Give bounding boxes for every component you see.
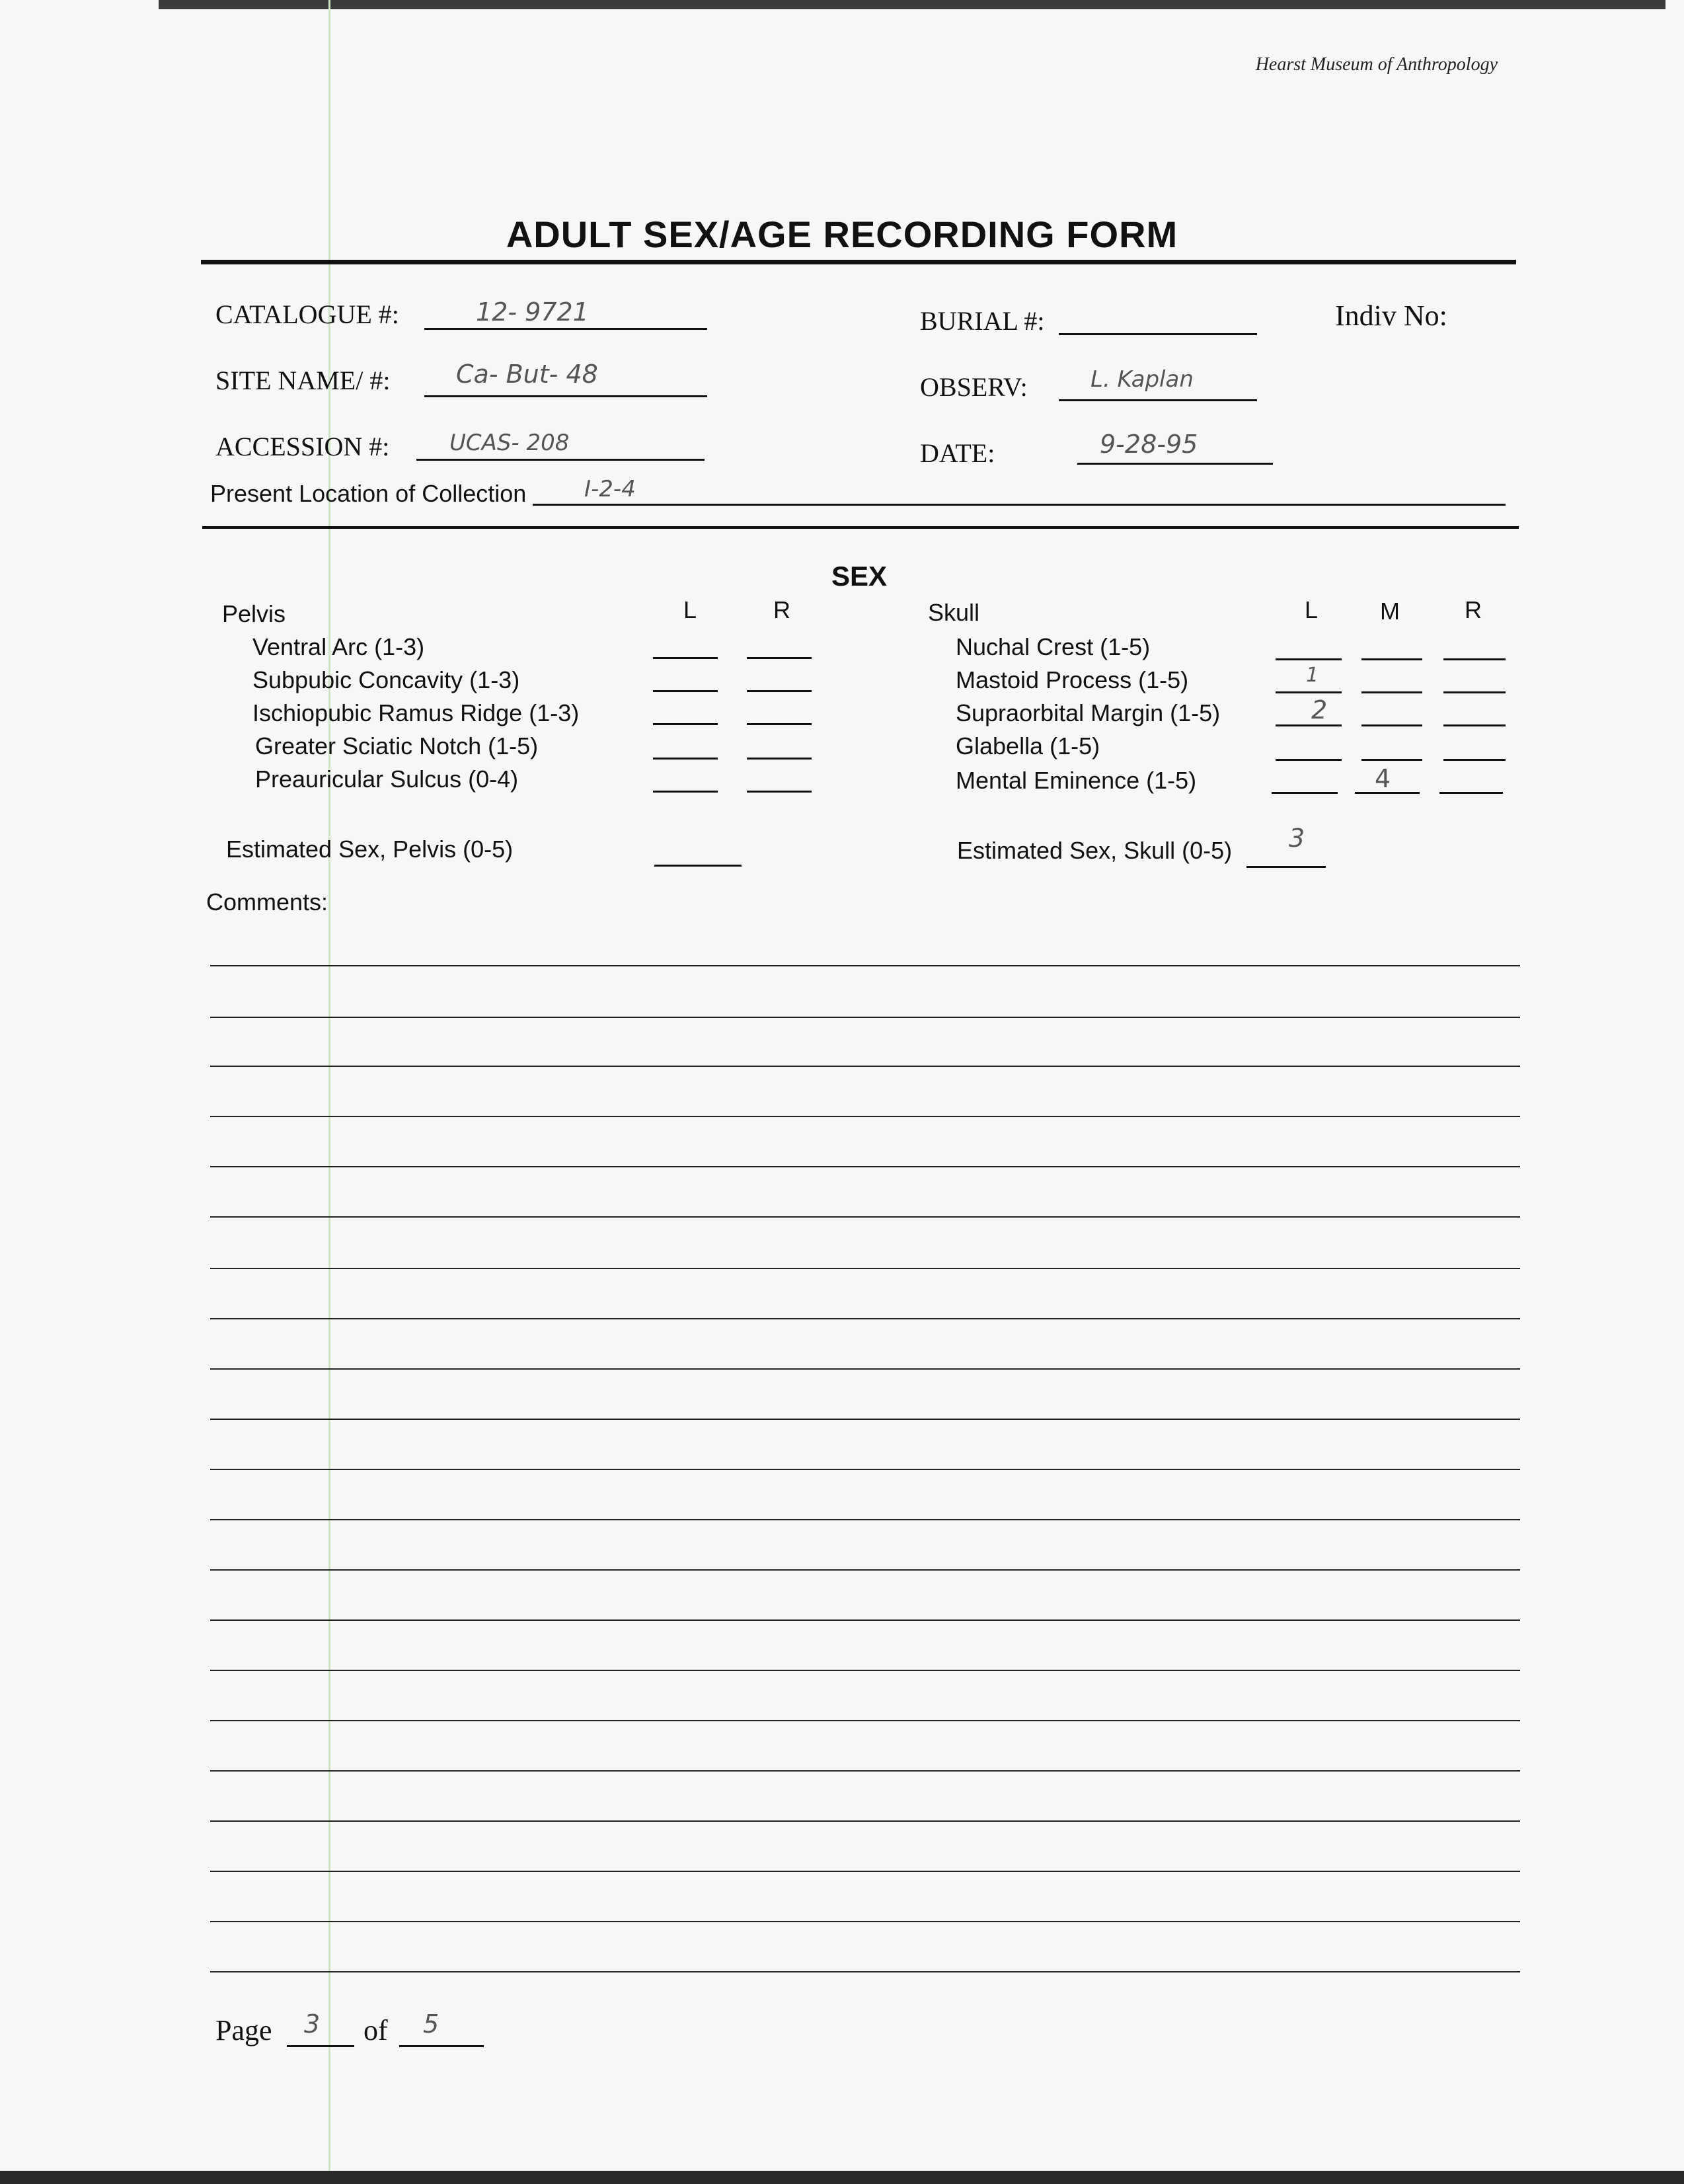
skull-mental-l-blank[interactable] <box>1272 792 1338 794</box>
comment-line[interactable] <box>210 1166 1520 1167</box>
skull-mental-r-blank[interactable] <box>1439 792 1503 794</box>
comment-line[interactable] <box>210 1971 1520 1972</box>
comment-line[interactable] <box>210 1569 1520 1571</box>
comment-line[interactable] <box>210 1720 1520 1721</box>
observ-value[interactable]: L. Kaplan <box>1091 366 1194 393</box>
skull-glabella-m-blank[interactable] <box>1361 759 1422 761</box>
pelvis-subpubic-r-blank[interactable] <box>747 690 812 692</box>
location-value[interactable]: I-2-4 <box>584 476 636 502</box>
location-blank <box>533 504 1506 506</box>
skull-item-mastoid-process: Mastoid Process (1-5) <box>956 666 1189 693</box>
indiv-label: Indiv No: <box>1335 299 1447 332</box>
scan-bottom-edge <box>0 2171 1684 2184</box>
comment-line[interactable] <box>210 1921 1520 1922</box>
catalogue-blank <box>424 328 707 330</box>
pelvis-ischiopubic-r-blank[interactable] <box>747 723 812 725</box>
skull-col-m: M <box>1380 598 1400 625</box>
pelvis-preauricular-r-blank[interactable] <box>747 791 812 793</box>
page-total-value: 5 <box>423 2009 440 2039</box>
page-number-blank <box>287 2045 354 2047</box>
observ-blank <box>1059 399 1257 401</box>
skull-item-nuchal-crest: Nuchal Crest (1-5) <box>956 633 1151 660</box>
pelvis-sciatic-l-blank[interactable] <box>653 758 718 760</box>
comment-line[interactable] <box>210 1368 1520 1370</box>
accession-label: ACCESSION #: <box>215 432 390 461</box>
sex-heading: SEX <box>831 561 888 592</box>
pelvis-item-preauricular-sulcus: Preauricular Sulcus (0-4) <box>255 765 519 793</box>
pelvis-subpubic-l-blank[interactable] <box>653 690 718 692</box>
catalogue-value[interactable]: 12- 9721 <box>476 297 589 327</box>
skull-nuchal-r-blank[interactable] <box>1443 658 1506 660</box>
skull-nuchal-m-blank[interactable] <box>1361 658 1422 660</box>
comment-line[interactable] <box>210 1519 1520 1520</box>
skull-mastoid-l-value[interactable]: 1 <box>1306 664 1319 687</box>
comment-line[interactable] <box>210 1871 1520 1872</box>
pelvis-ventral-arc-l-blank[interactable] <box>653 657 718 659</box>
skull-glabella-l-blank[interactable] <box>1276 759 1342 761</box>
skull-item-supraorbital-margin: Supraorbital Margin (1-5) <box>956 699 1221 726</box>
comment-line[interactable] <box>210 1770 1520 1772</box>
skull-estimate-blank[interactable] <box>1246 866 1326 868</box>
skull-mastoid-l-blank[interactable] <box>1276 691 1342 693</box>
skull-mental-m-value[interactable]: 4 <box>1375 764 1391 793</box>
pelvis-ventral-arc-r-blank[interactable] <box>747 657 812 659</box>
burial-label: BURIAL #: <box>920 306 1045 336</box>
page-label: Page <box>215 2014 272 2047</box>
comment-line[interactable] <box>210 1469 1520 1470</box>
date-blank <box>1077 463 1273 465</box>
pelvis-ischiopubic-l-blank[interactable] <box>653 723 718 725</box>
pelvis-col-l: L <box>683 596 697 623</box>
skull-mastoid-m-blank[interactable] <box>1361 691 1422 693</box>
pelvis-label: Pelvis <box>222 600 286 627</box>
comment-line[interactable] <box>210 1017 1520 1018</box>
comment-line[interactable] <box>210 1318 1520 1319</box>
skull-glabella-r-blank[interactable] <box>1443 759 1506 761</box>
institution-name: Hearst Museum of Anthropology <box>1255 54 1498 75</box>
skull-mastoid-r-blank[interactable] <box>1443 691 1506 693</box>
skull-estimate-value[interactable]: 3 <box>1289 824 1305 853</box>
skull-estimate-label: Estimated Sex, Skull (0-5) <box>957 837 1233 864</box>
comment-line[interactable] <box>210 965 1520 966</box>
skull-supraorbital-l-blank[interactable] <box>1276 724 1342 726</box>
scan-top-edge <box>159 0 1665 9</box>
burial-blank <box>1059 333 1257 335</box>
site-value[interactable]: Ca- But- 48 <box>456 360 598 389</box>
header-bottom-rule <box>202 526 1519 529</box>
pelvis-sciatic-r-blank[interactable] <box>747 758 812 760</box>
accession-blank <box>416 459 705 461</box>
skull-col-l: L <box>1305 596 1319 623</box>
accession-value[interactable]: UCAS- 208 <box>449 430 570 456</box>
date-label: DATE: <box>920 438 995 468</box>
comment-line[interactable] <box>210 1419 1520 1420</box>
pelvis-estimate-blank[interactable] <box>654 865 742 867</box>
pelvis-item-ischiopubic-ridge: Ischiopubic Ramus Ridge (1-3) <box>252 699 580 726</box>
skull-nuchal-l-blank[interactable] <box>1276 658 1342 660</box>
pelvis-col-r: R <box>773 596 790 623</box>
pelvis-item-ventral-arc: Ventral Arc (1-3) <box>252 633 425 660</box>
skull-label: Skull <box>928 599 980 626</box>
date-value[interactable]: 9-28-95 <box>1100 430 1198 459</box>
comment-line[interactable] <box>210 1116 1520 1117</box>
skull-supraorbital-m-blank[interactable] <box>1361 724 1422 726</box>
site-blank <box>424 395 707 397</box>
skull-item-mental-eminence: Mental Eminence (1-5) <box>956 767 1197 794</box>
pelvis-preauricular-l-blank[interactable] <box>653 791 718 793</box>
site-label: SITE NAME/ #: <box>215 366 391 395</box>
comment-line[interactable] <box>210 1820 1520 1822</box>
skull-supraorbital-r-blank[interactable] <box>1443 724 1506 726</box>
skull-col-r: R <box>1465 596 1482 623</box>
comment-line[interactable] <box>210 1066 1520 1067</box>
comments-label: Comments: <box>206 888 328 916</box>
form-title: ADULT SEX/AGE RECORDING FORM <box>506 214 1178 255</box>
pelvis-item-sciatic-notch: Greater Sciatic Notch (1-5) <box>255 732 539 760</box>
catalogue-label: CATALOGUE #: <box>215 299 399 329</box>
title-rule <box>201 260 1516 264</box>
of-label: of <box>364 2014 388 2047</box>
pelvis-estimate-label: Estimated Sex, Pelvis (0-5) <box>226 836 514 863</box>
pelvis-item-subpubic-concavity: Subpubic Concavity (1-3) <box>252 666 520 693</box>
location-label: Present Location of Collection <box>210 480 527 507</box>
skull-item-glabella: Glabella (1-5) <box>956 732 1100 760</box>
comment-line[interactable] <box>210 1619 1520 1621</box>
comment-line[interactable] <box>210 1216 1520 1218</box>
observ-label: OBSERV: <box>920 372 1028 402</box>
skull-supraorbital-l-value[interactable]: 2 <box>1311 695 1328 724</box>
page-number-value: 3 <box>304 2009 321 2039</box>
page-total-blank <box>399 2045 484 2047</box>
comment-line[interactable] <box>210 1268 1520 1269</box>
comment-line[interactable] <box>210 1670 1520 1671</box>
